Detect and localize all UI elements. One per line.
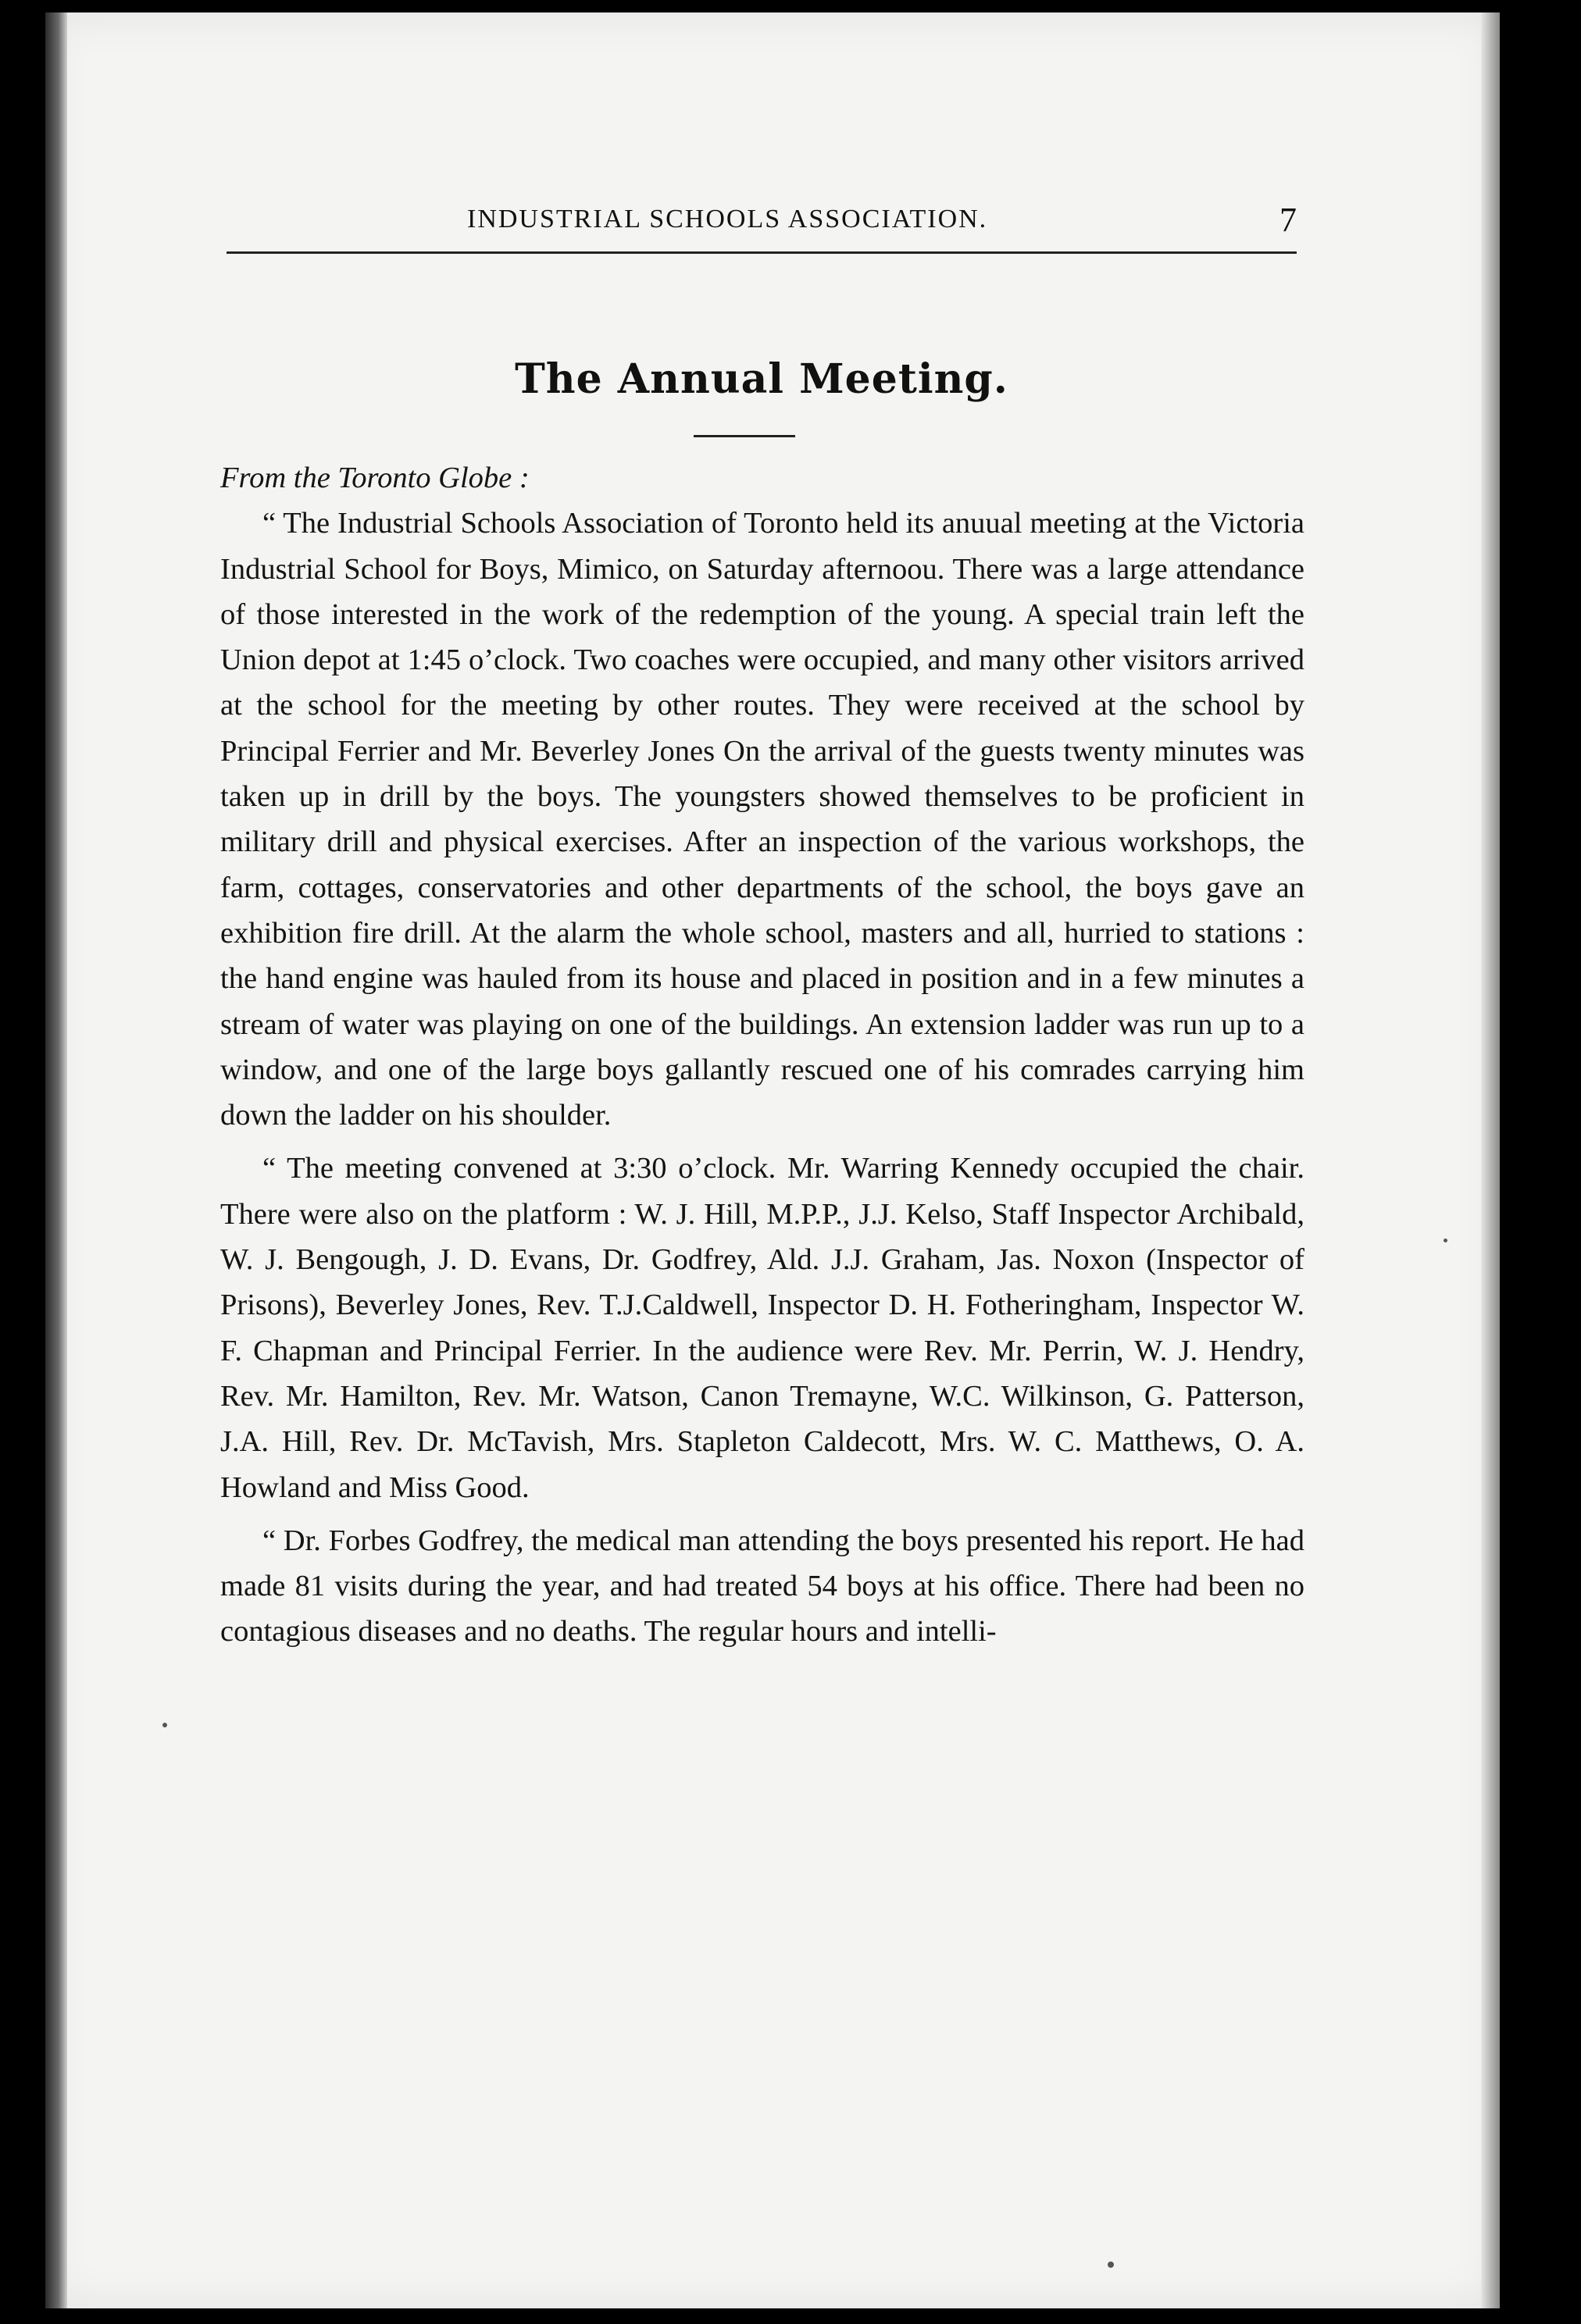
binding-edge xyxy=(45,12,67,2308)
running-head-title: INDUSTRIAL SCHOOLS ASSOCIATION. xyxy=(467,205,988,233)
page-number: 7 xyxy=(1279,201,1297,239)
paragraph: “ Dr. Forbes Godfrey, the medical man attending the boys presented his report. He had made 81 visits during the year, and had treated 54 boys at his office. There had been no contagious diseases and no deaths. The regular hours and intelli- xyxy=(220,1524,1304,1649)
header-rule xyxy=(227,251,1297,254)
heading-divider xyxy=(694,435,795,437)
page-edge-shadow xyxy=(1481,12,1500,2308)
source-line: From the Toronto Globe : xyxy=(220,462,530,494)
section-heading: The Annual Meeting. xyxy=(515,355,1008,403)
paragraph: “ The meeting convened at 3:30 o’clock. Mr. Warring Kennedy occupied the chair. There were also on the platform : W. J. Hill, M.P.P., J.J. Kelso, Staff Inspector Archibald, W. J. Bengough, J. D. Evans, Dr. Godfrey, Ald. J.J. Graham, Jas. Noxon (Inspector of Prisons), Beverley Jones, Rev. T.J.Caldwell, Inspector D. H. Fotheringham, Inspector W. F. Chapman and Principal Ferrier. In the audience were Rev. Mr. Perrin, W. J. Hendry, Rev. Mr. Hamilton, Rev. Mr. Watson, Canon Tremayne, W.C. Wilkinson, G. Patterson, J.A. Hill, Rev. Dr. McTavish, Mrs. Stapleton Caldecott, Mrs. W. C. Matthews, O. A. Howland and Miss Good. xyxy=(220,1152,1304,1504)
scan-speck xyxy=(162,1723,167,1727)
paragraph: “ The Industrial Schools Association of Toronto held its anuual meeting at the Victoria Industrial School for Boys, Mimico, on Saturday afternoou. There was a large attendance of those interested in the work of the redemption of the young. A special train left the Union depot at 1:45 o’clock. Two coaches were occupied, and many other visitors arrived at the school for the meeting by other routes. They were received at the school by Principal Ferrier and Mr. Beverley Jones On the arrival of the guests twenty minutes was taken up in drill by the boys. The youngsters showed themselves to be proficient in military drill and physical exercises. After an inspection of the various workshops, the farm, cottages, conservatories and other departments of the school, the boys gave an exhibition fire drill. At the alarm the whole school, masters and all, hurried to stations : the hand engine was hauled from its house and placed in position and in a few minutes a stream of water was playing on one of the buildings. An extension ladder was run up to a window, and one of the large boys gallantly rescued one of his comrades carrying him down the ladder on his shoulder. xyxy=(220,507,1304,1132)
scan-speck xyxy=(1108,2262,1114,2268)
article-body xyxy=(220,455,1304,1655)
scan-speck xyxy=(1444,1239,1447,1242)
